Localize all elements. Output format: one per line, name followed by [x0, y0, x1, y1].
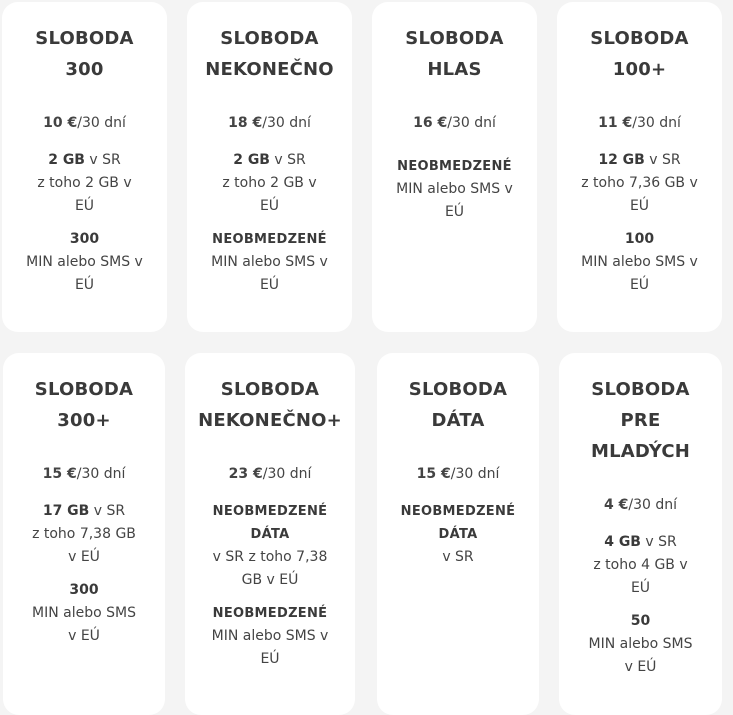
plan-price: 11 €/30 dní: [598, 115, 681, 131]
plan-voice-allowance: NEOBMEDZENÉ MIN alebo SMS v EÚ: [211, 606, 329, 667]
plan-title: SLOBODA NEKONEČNO: [205, 28, 334, 80]
plan-price: 4 €/30 dní: [604, 497, 677, 513]
plan-price: 23 €/30 dní: [228, 466, 312, 482]
plan-voice-allowance: 300 MIN alebo SMS v EÚ: [32, 582, 136, 644]
plan-data-allowance: 17 GB v SR z toho 7,38 GB v EÚ: [32, 503, 136, 565]
plan-data-allowance: 4 GB v SR z toho 4 GB v EÚ: [593, 534, 688, 596]
plan-price: 18 €/30 dní: [228, 115, 311, 131]
plan-title: SLOBODA HLAS: [405, 28, 504, 80]
plan-card-sloboda-hlas[interactable]: [372, 2, 537, 332]
plan-price: 15 €/30 dní: [42, 466, 126, 482]
plan-card-sloboda-data[interactable]: [377, 353, 539, 715]
plan-voice-allowance: NEOBMEDZENÉ MIN alebo SMS v EÚ: [396, 159, 513, 220]
plan-title: SLOBODA DÁTA: [408, 379, 508, 431]
plan-title: SLOBODA 300+: [34, 379, 134, 431]
plan-voice-allowance: NEOBMEDZENÉ MIN alebo SMS v EÚ: [211, 232, 328, 293]
plan-card-sloboda-300[interactable]: [2, 2, 167, 332]
plan-price: 16 €/30 dní: [413, 115, 496, 131]
plan-card-sloboda-300plus[interactable]: [3, 353, 165, 715]
plan-voice-allowance: 100 MIN alebo SMS v EÚ: [581, 231, 698, 293]
plan-voice-allowance: 50 MIN alebo SMS v EÚ: [588, 613, 693, 675]
plan-price: 10 €/30 dní: [43, 115, 126, 131]
plan-data-allowance: 12 GB v SR z toho 7,36 GB v EÚ: [581, 152, 698, 214]
plan-data-allowance: 2 GB v SR z toho 2 GB v EÚ: [222, 152, 317, 214]
plan-title: SLOBODA 300: [35, 28, 134, 80]
plan-data-allowance: 2 GB v SR z toho 2 GB v EÚ: [37, 152, 132, 214]
plan-data-allowance: NEOBMEDZENÉ DÁTA v SR: [400, 504, 516, 565]
plan-card-sloboda-100plus[interactable]: [557, 2, 722, 332]
plan-card-sloboda-pre-mladych[interactable]: [559, 353, 722, 715]
plan-card-sloboda-nekonecno[interactable]: [187, 2, 352, 332]
plan-title: SLOBODA PRE MLADÝCH: [590, 379, 690, 462]
plan-voice-allowance: 300 MIN alebo SMS v EÚ: [26, 231, 143, 293]
plan-data-allowance: NEOBMEDZENÉ DÁTA v SR z toho 7,38 GB v EÚ: [212, 504, 328, 588]
plan-title: SLOBODA NEKONEČNO+: [198, 379, 342, 431]
plan-title: SLOBODA 100+: [590, 28, 689, 80]
plan-card-sloboda-nekonecno-plus[interactable]: [185, 353, 355, 715]
plan-price: 15 €/30 dní: [416, 466, 500, 482]
